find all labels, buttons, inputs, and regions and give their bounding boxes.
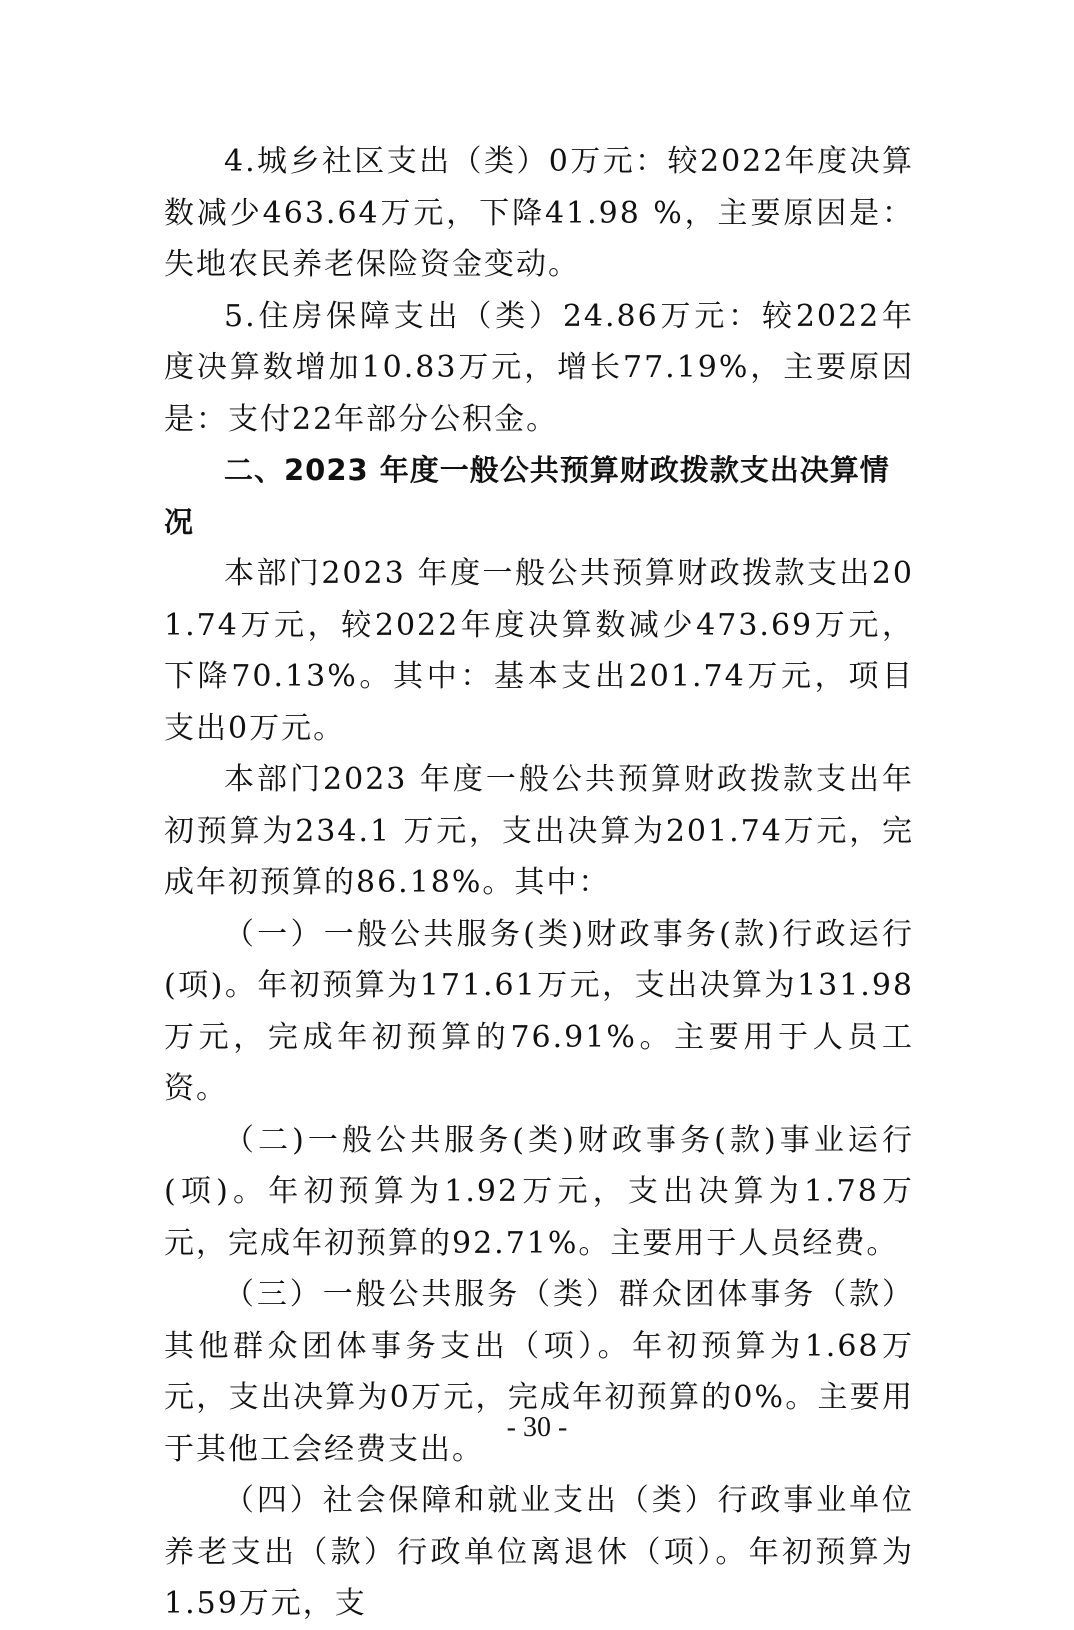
paragraph-item-3: （三）一般公共服务（类）群众团体事务（款）其他群众团体事务支出（项）。年初预算为1.68万元，支出决算为0万元，完成年初预算的0%。主要用于其他工会经费支出。 [164, 1277, 914, 1467]
paragraph-housing-security: 5.住房保障支出（类）24.86万元：较2022年度决算数增加10.83万元，增长77.19%，主要原因是：支付22年部分公积金。 [164, 298, 914, 437]
section-heading: 二、2023 年度一般公共预算财政拨款支出决算情况 [164, 453, 890, 539]
paragraph-budget-completion: 本部门2023 年度一般公共预算财政拨款支出年初预算为234.1 万元，支出决算为201.74万元，完成年初预算的86.18%。其中： [164, 762, 914, 900]
paragraph-item-4: （四）社会保障和就业支出（类）行政事业单位养老支出（款）行政单位离退休（项）。年初预算为1.59万元，支 [164, 1483, 914, 1621]
paragraph-item-1: （一）一般公共服务(类)财政事务(款)行政运行(项)。年初预算为171.61万元，支出决算为131.98万元，完成年初预算的76.91%。主要用于人员工资。 [164, 916, 914, 1106]
paragraph-item-2: （二)一般公共服务(类)财政事务(款)事业运行(项)。年初预算为1.92万元，支出决算为1.78万元，完成年初预算的92.71%。主要用于人员经费。 [164, 1122, 914, 1261]
page-body [164, 136, 914, 1630]
paragraph-urban-rural-community: 4.城乡社区支出（类）0万元：较2022年度决算数减少463.64万元，下降41.98 %，主要原因是：失地农民养老保险资金变动。 [164, 144, 914, 282]
paragraph-expenditure-summary: 本部门2023 年度一般公共预算财政拨款支出201.74万元，较2022年度决算数减少473.69万元，下降70.13%。其中：基本支出201.74万元，项目支出0万元。 [164, 556, 914, 746]
page-number: - 30 - [506, 1412, 568, 1443]
